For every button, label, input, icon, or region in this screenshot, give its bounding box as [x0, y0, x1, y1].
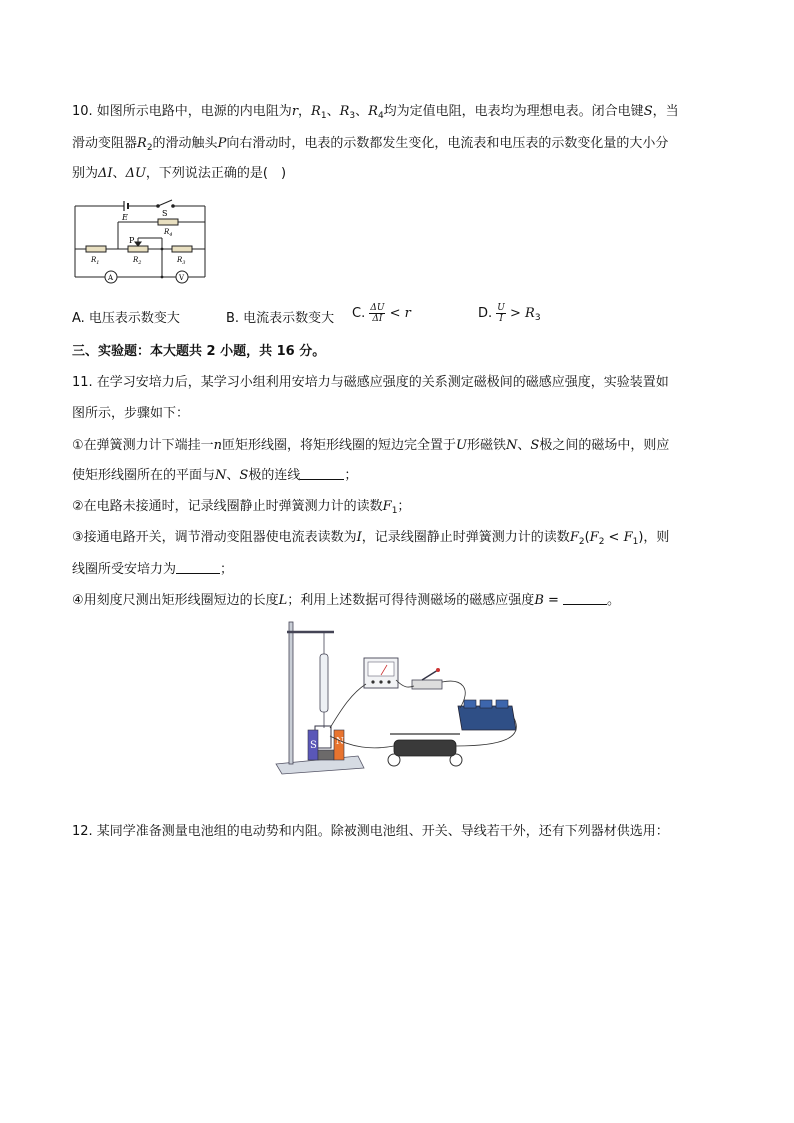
q11-line-1: 11. 在学习安培力后，某学习小组利用安培力与磁感应强度的关系测定磁极间的磁感应强度，实验装置如: [72, 375, 669, 390]
label-R2: $R_2$: [133, 256, 142, 266]
q11-step-1: ①在弹簧测力计下端挂一n匝矩形线圈，将矩形线圈的短边完全置于U形磁铁N、S极之间的磁场中，则应: [72, 438, 670, 453]
answer-blank-3[interactable]: [563, 592, 607, 605]
q11-line-2: 图所示，步骤如下：: [72, 406, 190, 421]
q10-option-a: A. 电压表示数变大: [72, 311, 180, 326]
magnet-n-label: N: [336, 737, 344, 747]
q11-step-1-cont: 使矩形线圈所在的平面与N、S极的连线 ；: [72, 468, 358, 483]
label-A: A: [108, 274, 114, 282]
q11-step-3-cont: 线圈所受安培力为 ；: [72, 562, 234, 577]
q11-step-4: ④用刻度尺测出矩形线圈短边的长度L；利用上述数据可得待测磁场的磁感应强度B = 。: [72, 593, 621, 608]
q10-line-1: 10. 如图所示电路中，电源的内电阻为r，$R_1$、$R_3$、$R_4$均为定值电阻，电表均为理想电表。闭合电键S，当: [72, 104, 679, 121]
label-E: E: [122, 213, 128, 222]
q10-option-d: D. $\frac{U}{I}$ > $R_3$: [478, 303, 541, 324]
switch-device: [412, 680, 442, 689]
magnet-s-label: S: [310, 740, 317, 751]
label-V: V: [179, 274, 185, 282]
q10-option-b: B. 电流表示数变大: [226, 311, 335, 326]
q11-step-3: ③接通电路开关，调节滑动变阻器使电流表读数为I，记录线圈静止时弹簧测力计的读数$F_2(F_2 < F_1)$，则: [72, 530, 670, 547]
circuit-diagram: [72, 198, 212, 288]
experiment-apparatus-figure: [272, 618, 524, 776]
q10-option-c: C. $\frac{\Delta U}{\Delta I}$ < r: [352, 303, 411, 324]
label-R4: $R_4$: [164, 228, 173, 238]
answer-blank-1[interactable]: [300, 467, 344, 480]
label-S: S: [162, 209, 168, 218]
rheostat-device: [394, 740, 456, 756]
label-R3: $R_3$: [177, 256, 186, 266]
q12-line-1: 12. 某同学准备测量电池组的电动势和内阻。除被测电池组、开关、导线若干外，还有下列器材供选用：: [72, 824, 669, 839]
label-P: P: [129, 236, 135, 245]
answer-blank-2[interactable]: [176, 561, 220, 574]
q10-line-2: 滑动变阻器$R_2$的滑动触头P向右滑动时，电表的示数都发生变化，电流表和电压表的示数变化量的大小分: [72, 136, 669, 153]
q10-line-3: 别为ΔI、ΔU，下列说法正确的是( ): [72, 166, 287, 181]
label-R1: $R_1$: [91, 256, 100, 266]
section-3-title: 三、实验题：本大题共 2 小题，共 16 分。: [72, 344, 326, 359]
battery-box: [458, 706, 516, 730]
q11-step-2: ②在电路未接通时，记录线圈静止时弹簧测力计的读数$F_1$；: [72, 499, 411, 516]
